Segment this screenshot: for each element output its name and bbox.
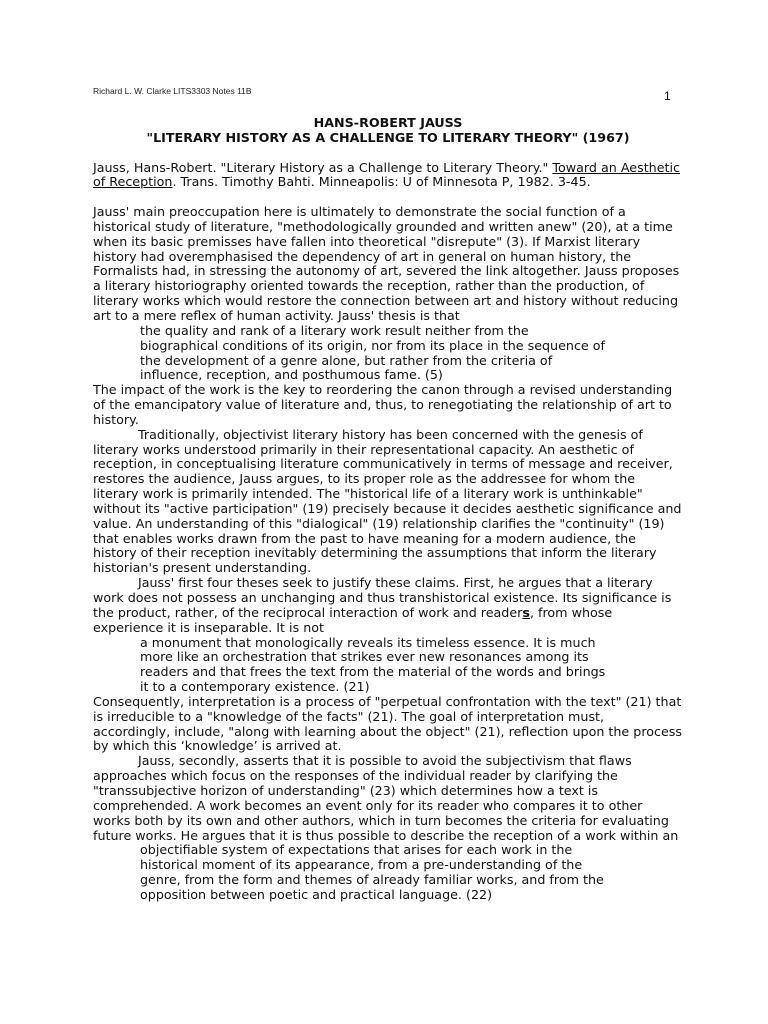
paragraph-first-theses-after: , from whose experience it is inseparable. It is not xyxy=(93,604,613,635)
emphasized-letter: s xyxy=(522,604,530,620)
course-note-header: Richard L. W. Clarke LITS3303 Notes 11B xyxy=(93,86,252,96)
paragraph-first-theses xyxy=(93,576,683,635)
citation-text-after: . Trans. Timothy Bahti. Minneapolis: U of Minnesota P, 1982. 3-45. xyxy=(172,174,591,190)
page-number: 1 xyxy=(664,89,671,103)
citation-text-before: Jauss, Hans-Robert. "Literary History as a Challenge to Literary Theory." xyxy=(93,159,553,175)
paragraph-objectivist-history: Traditionally, objectivist literary history has been concerned with the genesis of literary works understood primarily in their representational capacity. An aesthetic of reception, in conceptualising literature communicatively in terms of message and receiver, restores the audience, Jauss argues, to its proper role as the addressee for whom the literary work is primarily intended. The "historical life of a literary work is unthinkable" without its "active participation" (19) precisely because it decides aesthetic significance and value. An understanding of this "dialogical" (19) relationship clarifies the "continuity" (19) that enables works drawn from the past to have meaning for a modern audience, the history of their reception inevitably determining the assumptions that inform the literary historian's present understanding. xyxy=(93,426,682,576)
paragraph-impact: The impact of the work is the key to reordering the canon through a revised understanding of the emancipatory value of literature and, thus, to renegotiating the relationship of art to history. xyxy=(93,382,673,427)
paragraph-first-theses-before: Jauss' first four theses seek to justify these claims. First, he argues that a literary work does not possess an unchanging and thus transhistorical existence. Its significance is the product, rather, of the reciprocal interaction of work and reader xyxy=(93,575,672,620)
author-heading: HANS-ROBERT JAUSS xyxy=(313,115,463,130)
block-quote-monument: a monument that monologically reveals its timeless essence. It is much more like an orchestration that strikes ever new resonances among its readers and that frees the text from the material of the words and brings it to a contemporary existence. (21) xyxy=(140,634,606,695)
citation-book-title: Toward an Aesthetic of Reception xyxy=(93,159,681,190)
paragraph-second-thesis: Jauss, secondly, asserts that it is possible to avoid the subjectivism that flaws approaches which focus on the responses of the individual reader by clarifying the "transsubjective horizon of understanding" (23) which determines how a text is comprehended. A work becomes an event only for its reader who compares it to other works both by its own and other authors, which in turn becomes the criteria for evaluating future works. He argues that it is thus possible to describe the reception of a work within an xyxy=(93,753,679,843)
citation xyxy=(93,161,683,191)
document-body xyxy=(93,116,683,903)
block-quote-expectations: objectifiable system of expectations that arises for each work in the historical moment of its appearance, from a pre-understanding of the genre, from the form and themes of already familiar works, and from the opposition between poetic and practical language. (22) xyxy=(140,842,604,902)
work-heading: "LITERARY HISTORY AS A CHALLENGE TO LITERARY THEORY" (1967) xyxy=(146,129,630,145)
block-quote-thesis: the quality and rank of a literary work result neither from the biographical conditions of its origin, nor from its place in the sequence of the development of a genre alone, but rather from the criteria of influence, reception, and posthumous fame. (5) xyxy=(140,322,605,383)
paragraph-thesis: Jauss' main preoccupation here is ultimately to demonstrate the social function of a historical study of literature, "methodologically grounded and written anew" (20), at a time when its basic premisses have fallen into theoretical "disrepute" (3). If Marxist literary history had overemphasised the dependency of art in general on human history, the Formalists had, in stressing the autonomy of art, severed the link altogether. Jauss proposes a literary historiography oriented towards the reception, rather than the production, of literary works which would restore the connection between art and history without reducing art to a mere reflex of human activity. Jauss' thesis is that xyxy=(93,204,680,323)
paragraph-interpretation: Consequently, interpretation is a process of "perpetual confrontation with the text" (21) that is irreducible to a "knowledge of the facts" (21). The goal of interpretation must, accordingly, include, "along with learning about the object" (21), reflection upon the process by which this ‘knowledge’ is arrived at. xyxy=(93,693,683,754)
